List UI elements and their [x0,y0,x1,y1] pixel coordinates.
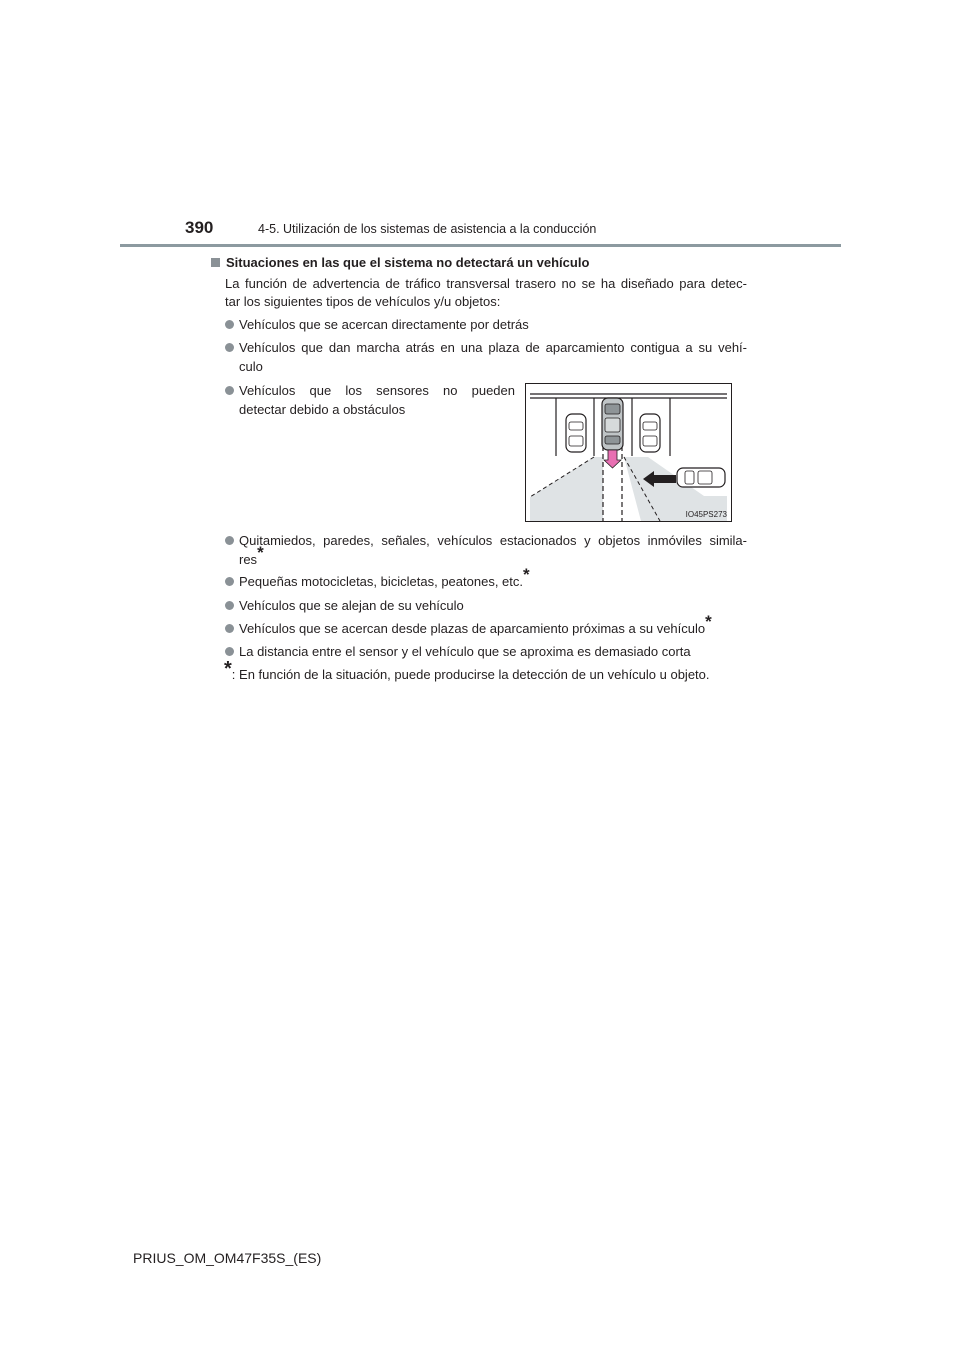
list-item-text: Vehículos que se acercan directamente por detrás [239,317,529,332]
list-item [225,381,515,419]
list-item [225,338,747,376]
list-item-text: Quitamiedos, paredes, señales, vehículos estacionados y objetos inmóviles simila- [239,533,747,548]
list-item-text: culo [239,359,263,374]
bullet-dot-icon [225,343,234,352]
footnote [224,658,764,684]
bullet-dot-icon [225,647,234,656]
list-item-text: Vehículos que dan marcha atrás en una plaza de aparcamiento contigua a su vehí- [239,340,747,355]
asterisk-mark: * [705,612,712,631]
bullet-dot-icon [225,320,234,329]
left-detection-zone [530,457,603,521]
list-item-text: Vehículos que se acercan desde plazas de aparcamiento próximas a su vehículo [239,621,706,636]
list-item-text: detectar debido a obstáculos [239,402,406,417]
subsection-heading-text: Situaciones en las que el sistema no detectará un vehículo [226,255,590,270]
subsection-heading [211,255,589,270]
list-item [225,315,747,334]
footnote-mark: * [224,658,232,680]
bullet-dot-icon [225,536,234,545]
parked-car-left [566,414,586,452]
intro-line-2: tar los siguientes tipos de vehículos y/u objetos: [225,294,501,309]
list-item-text: La distancia entre el sensor y el vehículo que se aproxima es demasiado corta [239,644,691,659]
intro-line-1: La función de advertencia de tráfico transversal trasero no se ha diseñado para detec- [225,276,747,291]
parked-car-right [640,414,660,452]
bullet-dot-icon [225,386,234,395]
list-item [225,642,747,661]
list-item [225,565,747,591]
list-item [225,531,747,569]
list-item [225,596,747,615]
list-item-text: Pequeñas motocicletas, bicicletas, peatones, etc. [239,574,523,589]
header-rule [120,244,841,247]
list-item-text: res [239,552,258,567]
figure-id: IO45PS273 [685,510,727,519]
reverse-arrow-icon [604,450,621,468]
bullet-dot-icon [225,577,234,586]
parking-diagram [526,384,731,521]
list-item-text: Vehículos que los sensores no pueden [239,383,515,398]
list-item [225,612,747,638]
parking-illustration [525,383,732,522]
approaching-car [677,468,725,487]
square-bullet-icon [211,258,220,267]
footnote-text: : En función de la situación, puede producirse la detección de un vehículo u objeto. [231,667,710,682]
bullet-dot-icon [225,624,234,633]
section-title: 4-5. Utilización de los sistemas de asistencia a la conducción [258,222,597,236]
document-code: PRIUS_OM_OM47F35S_(ES) [133,1250,322,1266]
asterisk-mark: * [257,543,264,562]
asterisk-mark: * [523,565,530,584]
own-vehicle [602,398,623,450]
bullet-dot-icon [225,601,234,610]
page-number: 390 [185,218,214,237]
list-item-text: Vehículos que se alejan de su vehículo [239,598,464,613]
